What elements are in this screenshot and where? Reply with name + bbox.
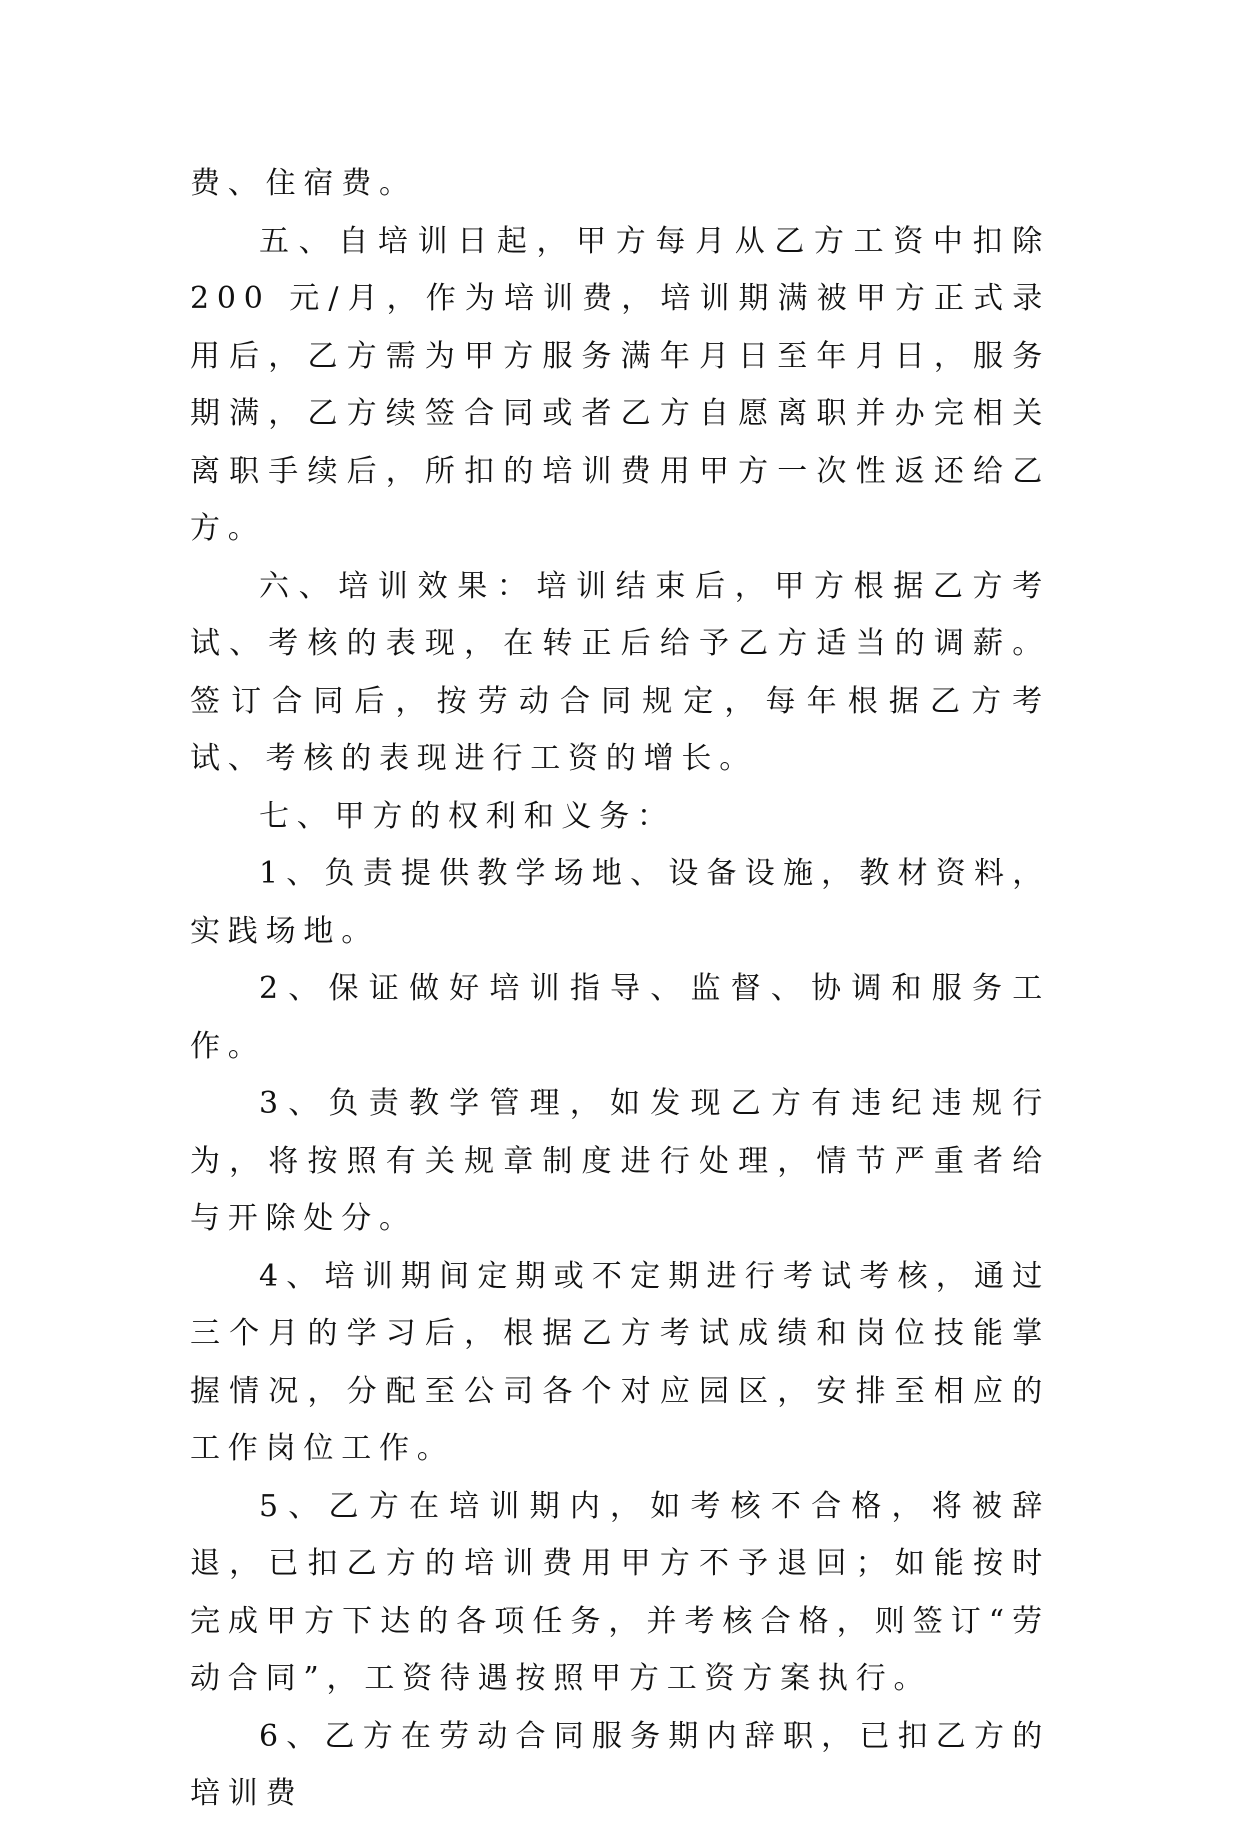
paragraph-item-4: 4、培训期间定期或不定期进行考试考核，通过三个月的学习后，根据乙方考试成绩和岗位技能掌握情况，分配至公司各个对应园区，安排至相应的工作岗位工作。	[190, 1258, 1050, 1466]
paragraph-item-2: 2、保证做好培训指导、监督、协调和服务工作。	[190, 971, 1050, 1064]
paragraph-item-5: 5、乙方在培训期内，如考核不合格，将被辞退，已扣乙方的培训费用甲方不予退回；如能按时完成甲方下达的各项任务，并考核合格，则签订“劳动合同”，工资待遇按照甲方工资方案执行。	[190, 1488, 1050, 1696]
paragraph-item-1: 1、负责提供教学场地、设备设施，教材资料，实践场地。	[190, 856, 1050, 949]
paragraph-section-seven-heading: 七、甲方的权利和义务：	[259, 798, 675, 834]
paragraph-item-3: 3、负责教学管理，如发现乙方有违纪违规行为，将按照有关规章制度进行处理，情节严重者给与开除处分。	[190, 1086, 1050, 1236]
document-body	[190, 155, 1050, 1823]
paragraph-item-6: 6、乙方在劳动合同服务期内辞职，已扣乙方的培训费	[190, 1718, 1050, 1811]
paragraph-continuation: 费、住宿费。	[190, 166, 417, 201]
paragraph-section-five: 五、自培训日起，甲方每月从乙方工资中扣除 200 元/月，作为培训费，培训期满被甲方正式录用后，乙方需为甲方服务满年月日至年月日，服务期满，乙方续签合同或者乙方自愿离职并办完相关离职手续后，所扣的培训费用甲方一次性返还给乙方。	[190, 223, 1050, 546]
paragraph-section-six: 六、培训效果：培训结束后，甲方根据乙方考试、考核的表现，在转正后给予乙方适当的调薪。签订合同后，按劳动合同规定，每年根据乙方考试、考核的表现进行工资的增长。	[190, 568, 1050, 776]
